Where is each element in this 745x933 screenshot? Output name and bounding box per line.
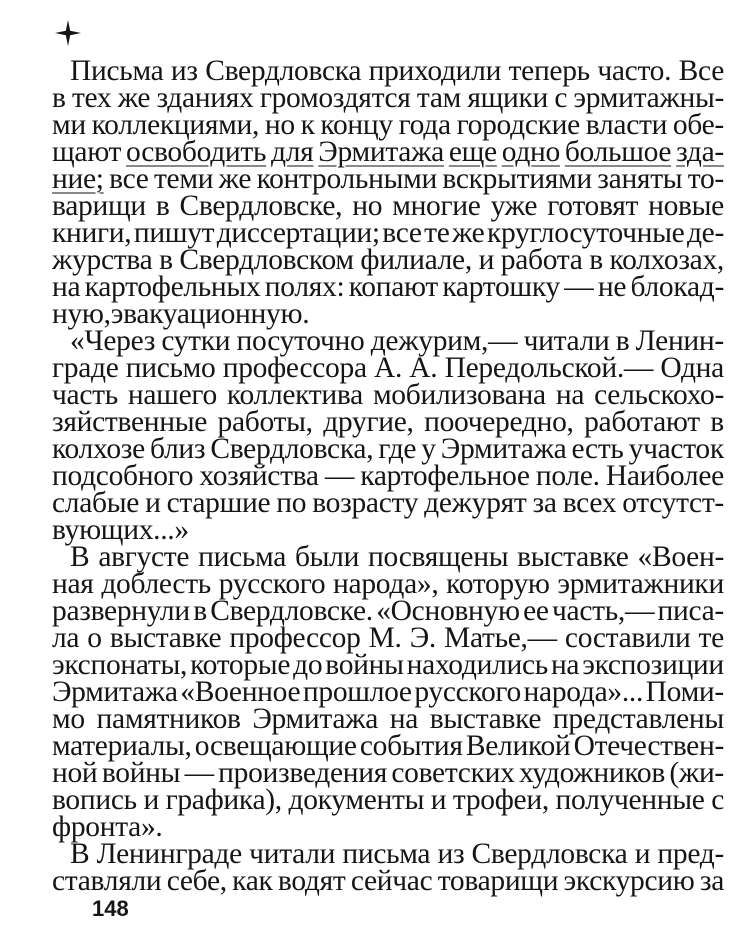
word: старшие <box>166 487 271 519</box>
word: колхозе <box>52 433 145 465</box>
word: Свердловска <box>205 55 362 87</box>
text-line <box>52 568 724 600</box>
word: водят <box>277 865 346 897</box>
word: картошку <box>442 271 560 303</box>
word: «Воен- <box>637 541 724 573</box>
text-line <box>52 757 724 789</box>
word: эрмитажники <box>557 568 724 600</box>
word: письма <box>342 838 431 870</box>
text-line <box>52 298 724 330</box>
text-line <box>52 514 724 546</box>
word: же <box>117 82 151 114</box>
four-point-star-icon <box>55 20 81 46</box>
word: не <box>597 271 627 303</box>
text-line <box>52 271 724 303</box>
word: в <box>193 595 207 627</box>
word: памятников <box>96 703 241 735</box>
word: там <box>416 82 462 114</box>
word: поочередно, <box>424 406 574 438</box>
text-line <box>52 325 724 357</box>
text-line <box>52 649 724 681</box>
word: письмо <box>125 352 216 384</box>
word: на <box>550 649 580 681</box>
word: читали <box>249 838 336 870</box>
word: Свердловском <box>179 244 354 276</box>
word: освободить <box>126 136 267 168</box>
word: ла <box>52 622 80 654</box>
word: дежурим,— <box>370 325 518 357</box>
text-line <box>52 838 724 870</box>
word: и <box>478 244 495 276</box>
word: часть <box>52 379 118 411</box>
word: себе, <box>166 865 227 897</box>
word: выставке <box>517 541 629 573</box>
word: — <box>324 460 355 492</box>
text-line <box>52 82 724 114</box>
word: фронта». <box>52 811 163 843</box>
word: посуточно <box>236 325 365 357</box>
word: дежурят <box>424 487 527 519</box>
word: работы, <box>217 406 313 438</box>
word: картофельное <box>360 460 530 492</box>
word: коллекциями, <box>91 109 260 141</box>
word: щают <box>52 136 122 168</box>
word: были <box>294 541 360 573</box>
word: журства <box>52 244 153 276</box>
word: филиале, <box>360 244 472 276</box>
word: освещающие <box>194 730 357 762</box>
text-line <box>52 703 724 735</box>
word: все <box>382 217 422 249</box>
word: полученные <box>555 784 705 816</box>
word: круглосуточные <box>486 217 685 249</box>
word: контрольными <box>256 163 437 195</box>
word: коллектива <box>226 379 363 411</box>
word: сельскохо- <box>594 379 724 411</box>
word: А. <box>409 352 438 384</box>
word: письма <box>198 541 287 573</box>
word: составили <box>564 622 691 654</box>
word: Одна <box>660 352 724 384</box>
word: в <box>589 244 603 276</box>
word: заняты <box>597 163 683 195</box>
body-text <box>52 55 724 897</box>
word: года <box>398 109 451 141</box>
word: же <box>451 217 485 249</box>
word: большое <box>564 136 672 168</box>
word: Великой <box>465 730 571 762</box>
word: профессор <box>229 622 361 654</box>
word: другие, <box>323 406 414 438</box>
word: трофеи, <box>452 784 549 816</box>
word: Свердловска <box>471 838 628 870</box>
word: те <box>698 622 724 654</box>
word: возрасту <box>312 487 419 519</box>
word: граде <box>52 352 119 384</box>
word: по <box>276 487 307 519</box>
word: августе <box>98 541 190 573</box>
word: власти <box>585 109 668 141</box>
word: варищи <box>52 190 146 222</box>
word: концу <box>320 109 393 141</box>
word: эрмитажны- <box>573 82 724 114</box>
word: — <box>184 757 214 789</box>
word: за <box>699 865 724 897</box>
word: находились <box>406 649 548 681</box>
word: которую <box>446 568 550 600</box>
word: о <box>87 622 102 654</box>
text-line <box>52 784 724 816</box>
word: где <box>378 433 417 465</box>
word: русского <box>218 568 326 600</box>
word: Эрмитажа <box>318 136 444 168</box>
word: Свердловске, <box>179 190 343 222</box>
word: зяйственные <box>52 406 208 438</box>
word: все <box>109 163 149 195</box>
text-line <box>52 676 724 708</box>
word: Ленинграде <box>96 838 242 870</box>
word: на <box>555 379 585 411</box>
word: сутки <box>161 325 231 357</box>
word: в <box>52 82 66 114</box>
word: ной <box>52 757 98 789</box>
word: участок <box>628 433 724 465</box>
word: В <box>70 838 90 870</box>
word: в <box>155 190 170 222</box>
word: — <box>564 271 594 303</box>
word: Эрмитажа <box>440 433 567 465</box>
word: уже <box>490 190 538 222</box>
word: но <box>352 190 383 222</box>
word: народа», <box>333 568 439 600</box>
word: Эрмитажа <box>52 676 178 708</box>
text-line <box>52 352 724 384</box>
word: развернули <box>52 595 190 627</box>
word: выставке <box>429 703 542 735</box>
word: за <box>532 487 557 519</box>
word: часть,— <box>552 595 655 627</box>
word: эвакуационную. <box>110 298 310 330</box>
text-line <box>52 730 724 762</box>
word: с <box>711 784 724 816</box>
word: писа- <box>657 595 724 627</box>
text-line <box>52 433 724 465</box>
word: графика), <box>165 784 282 816</box>
word: нашего <box>127 379 217 411</box>
word: Ленин- <box>635 325 724 357</box>
word: как <box>232 865 273 897</box>
word: события <box>359 730 463 762</box>
word: то- <box>687 163 724 195</box>
word: приходили <box>368 55 502 87</box>
text-line <box>52 811 724 843</box>
word: мобилизована <box>372 379 546 411</box>
word: народа»... <box>523 676 644 708</box>
text-line <box>52 244 724 276</box>
word: «Основную <box>376 595 520 627</box>
word: у <box>421 433 436 465</box>
word: произведения <box>218 757 387 789</box>
word: работают <box>584 406 700 438</box>
word: материалы, <box>52 730 192 762</box>
word: готовят <box>547 190 639 222</box>
text-line <box>52 109 724 141</box>
word: Все <box>678 55 724 87</box>
word: теперь <box>508 55 590 87</box>
word: Свердловске. <box>210 595 373 627</box>
word: ние; <box>52 163 104 195</box>
word: Э. <box>409 622 436 654</box>
word: пишут <box>133 217 215 249</box>
word: колхозах, <box>609 244 724 276</box>
word: мо <box>52 703 85 735</box>
word: новые <box>648 190 724 222</box>
word: из <box>170 55 198 87</box>
word: ставляли <box>52 865 162 897</box>
word: хозяйства <box>199 460 319 492</box>
word: поле. <box>535 460 600 492</box>
word: тех <box>71 82 112 114</box>
word: и <box>634 838 651 870</box>
word: войны <box>325 649 404 681</box>
text-line <box>52 136 724 168</box>
word: с <box>554 82 568 114</box>
word: Письма <box>70 55 164 87</box>
word: Матье,— <box>444 622 557 654</box>
word: одно <box>501 136 560 168</box>
word: посвящены <box>368 541 509 573</box>
word: Свердловска, <box>210 433 374 465</box>
word: художников <box>518 757 665 789</box>
word: прошлое <box>302 676 412 708</box>
text-line <box>52 622 724 654</box>
word: сейчас <box>350 865 433 897</box>
text-line <box>52 541 724 573</box>
word: отсутст- <box>622 487 724 519</box>
word: А. <box>373 352 403 384</box>
word: в <box>615 325 630 357</box>
word: громоздятся <box>259 82 411 114</box>
text-line <box>52 379 724 411</box>
text-line <box>52 217 724 249</box>
word: Наиболее <box>605 460 724 492</box>
word: экспонаты, <box>52 649 188 681</box>
text-line <box>52 55 724 87</box>
word: пред- <box>657 838 724 870</box>
word: которые <box>190 649 291 681</box>
text-line <box>52 487 724 519</box>
word: часто. <box>597 55 672 87</box>
word: книги, <box>52 217 132 249</box>
word: близ <box>150 433 206 465</box>
word: войны <box>101 757 181 789</box>
word: Поми- <box>645 676 724 708</box>
word: в <box>710 406 724 438</box>
word: «Военное <box>180 676 301 708</box>
word: документы <box>288 784 425 816</box>
word: ми <box>52 109 86 141</box>
word: советских <box>391 757 515 789</box>
word: ее <box>523 595 549 627</box>
word: на <box>52 271 81 303</box>
word: обе- <box>672 109 724 141</box>
word: диссертации; <box>216 217 380 249</box>
word: те <box>424 217 450 249</box>
word: вопись <box>52 784 137 816</box>
word: многие <box>392 190 481 222</box>
word: до <box>293 649 323 681</box>
word: В <box>70 541 90 573</box>
word: и <box>145 487 161 519</box>
word: картофельных <box>84 271 261 303</box>
word: экскурсию <box>563 865 695 897</box>
word: к <box>300 109 315 141</box>
word: на <box>389 703 419 735</box>
word: профессора <box>222 352 367 384</box>
text-line <box>52 163 724 195</box>
word: (жи- <box>669 757 724 789</box>
word: выставке <box>109 622 222 654</box>
word: теми <box>153 163 214 195</box>
word: доблесть <box>101 568 211 600</box>
page-number: 148 <box>92 896 129 921</box>
word: еще <box>448 136 497 168</box>
word: из <box>437 838 465 870</box>
word: полях: <box>264 271 345 303</box>
word: блокад- <box>630 271 724 303</box>
text-line <box>52 865 724 897</box>
word: зда- <box>676 136 724 168</box>
word: ная <box>52 568 94 600</box>
word: зданиях <box>156 82 254 114</box>
word: «Через <box>70 325 156 357</box>
text-line <box>52 460 724 492</box>
word: есть <box>571 433 624 465</box>
word: Эрмитажа <box>252 703 379 735</box>
word: читали <box>523 325 610 357</box>
word: Отечествен- <box>573 730 724 762</box>
word: для <box>271 136 314 168</box>
word: Передольской.— <box>444 352 654 384</box>
word: же <box>218 163 252 195</box>
word: подсобного <box>52 460 194 492</box>
word: представлены <box>552 703 724 735</box>
word: вскрытиями <box>442 163 592 195</box>
word: слабые <box>52 487 140 519</box>
word: городские <box>456 109 580 141</box>
word: в <box>159 244 173 276</box>
word: копают <box>348 271 438 303</box>
word: и <box>143 784 159 816</box>
word: и <box>430 784 447 816</box>
text-line <box>52 190 724 222</box>
word: ную, <box>52 298 111 330</box>
word: вующих...» <box>52 514 189 546</box>
word: М. <box>368 622 402 654</box>
word: экспозиции <box>582 649 724 681</box>
word: но <box>264 109 295 141</box>
text-line <box>52 406 724 438</box>
word: работа <box>500 244 583 276</box>
word: де- <box>686 217 724 249</box>
word: товарищи <box>437 865 559 897</box>
word: ящики <box>467 82 549 114</box>
text-line <box>52 595 724 627</box>
word: всех <box>562 487 617 519</box>
word: русского <box>414 676 521 708</box>
